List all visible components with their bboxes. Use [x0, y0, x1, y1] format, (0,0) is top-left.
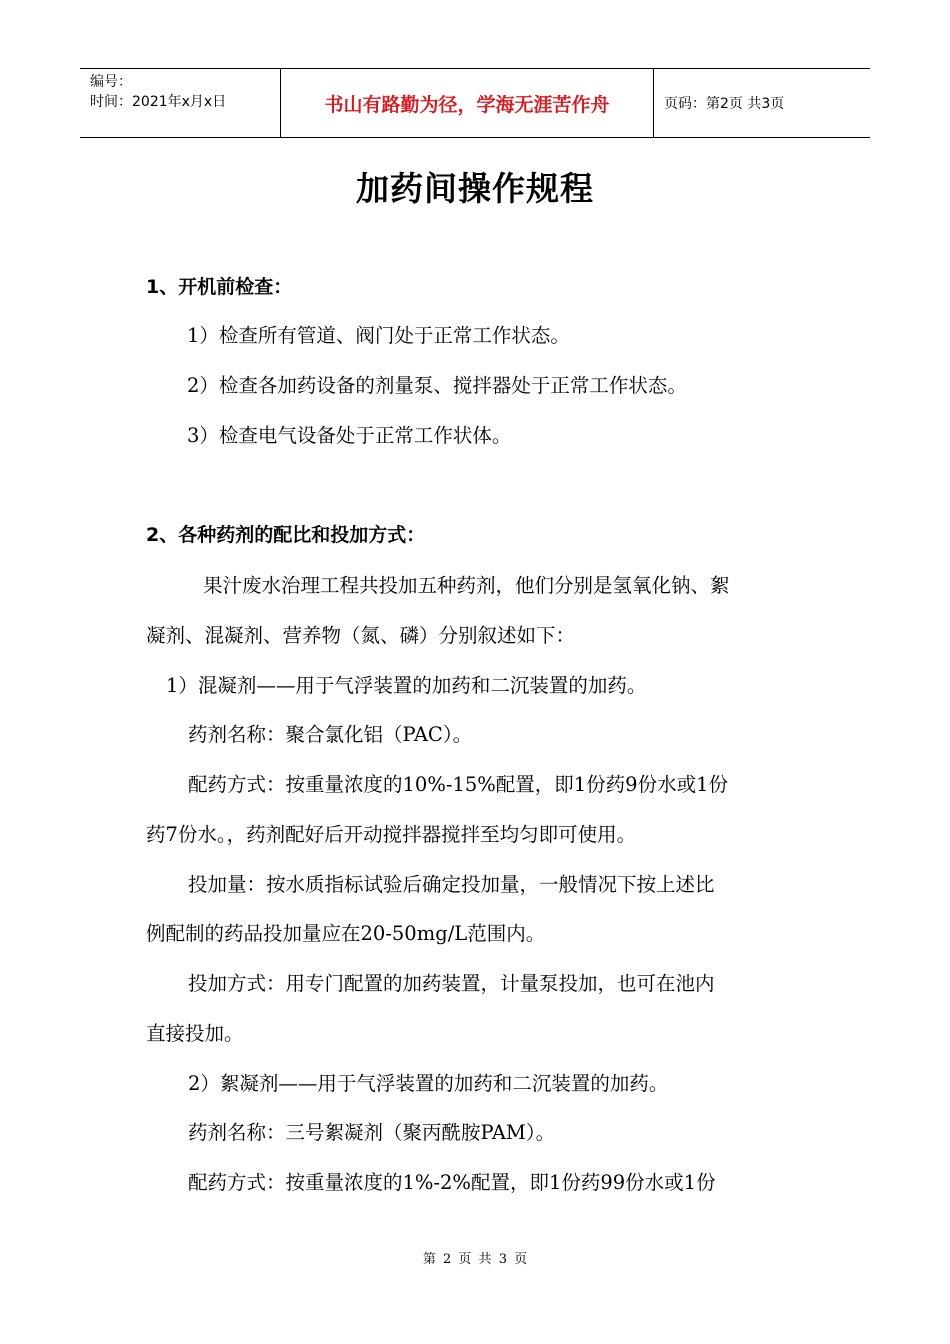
coagulant-method-line-2: 直接投加。 [146, 1022, 244, 1045]
flocculant-name: 药剂名称：三号絮凝剂（聚丙酰胺PAM）。 [188, 1121, 556, 1144]
section-1-item-3: 3）检查电气设备处于正常工作状体。 [187, 424, 512, 447]
flocculant-title: 2）絮凝剂——用于气浮装置的加药和二沉装置的加药。 [188, 1072, 669, 1095]
coagulant-dose-line-2: 例配制的药品投加量应在20-50mg/L范围内。 [146, 922, 546, 945]
coagulant-dose-line-1: 投加量：按水质指标试验后确定投加量，一般情况下按上述比 [188, 873, 715, 896]
header-info-cell [80, 69, 281, 137]
document-header [80, 68, 870, 138]
section-1-heading: 1、开机前检查： [146, 276, 293, 298]
section-2-heading: 2、各种药剂的配比和投加方式： [146, 524, 426, 546]
coagulant-mix-line-1: 配药方式：按重量浓度的10%-15%配置，即1份药9份水或1份 [188, 773, 728, 796]
page-footer: 第 2 页 共 3 页 [422, 1252, 528, 1267]
section-2-intro-line-2: 凝剂、混凝剂、营养物（氮、磷）分别叙述如下： [146, 624, 576, 647]
coagulant-method-line-1: 投加方式：用专门配置的加药装置，计量泵投加，也可在池内 [188, 972, 715, 995]
section-1-item-1: 1）检查所有管道、阀门处于正常工作状态。 [187, 324, 570, 347]
flocculant-mix-line-1: 配药方式：按重量浓度的1%-2%配置，即1份药99份水或1份 [188, 1171, 716, 1194]
section-2-intro-line-1: 果汁废水治理工程共投加五种药剂，他们分别是氢氧化钠、絮 [203, 574, 730, 597]
coagulant-mix-line-2: 药7份水。，药剂配好后开动搅拌器搅拌至均匀即可使用。 [146, 823, 637, 846]
document-time-label: 时间：2021年x月x日 [90, 94, 227, 110]
header-motto: 书山有路勤为径，学海无涯苦作舟 [281, 69, 654, 137]
coagulant-title: 1）混凝剂——用于气浮装置的加药和二沉装置的加药。 [166, 674, 647, 697]
coagulant-name: 药剂名称：聚合氯化铝（PAC）。 [188, 723, 473, 746]
document-title: 加药间操作规程 [356, 169, 594, 208]
header-page-number: 页码：第2页 共3页 [664, 96, 785, 112]
document-number-label: 编号： [90, 74, 132, 90]
section-1-item-2: 2）检查各加药设备的剂量泵、搅拌器处于正常工作状态。 [187, 374, 687, 397]
